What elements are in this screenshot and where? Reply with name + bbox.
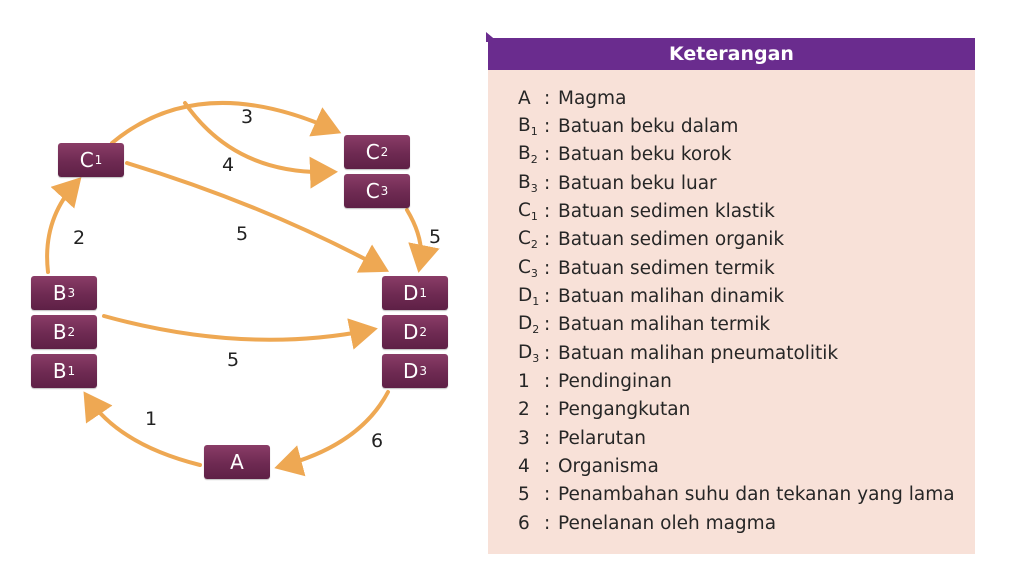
- node-d1-letter: D: [402, 281, 419, 305]
- legend-item: [518, 169, 955, 197]
- legend-key-letter: 6: [518, 512, 530, 534]
- legend-key: [518, 484, 544, 505]
- legend-separator: :: [544, 399, 551, 421]
- node-d3-sub: 3: [419, 364, 428, 378]
- legend-key-letter: B: [518, 115, 531, 137]
- legend-key: [518, 399, 544, 420]
- legend-key: [518, 172, 544, 195]
- legend-item: [518, 254, 955, 282]
- node-c3-letter: C: [365, 179, 380, 203]
- rock-cycle-diagram: [0, 0, 480, 582]
- legend-separator: :: [544, 172, 551, 194]
- legend-item: [518, 424, 955, 452]
- legend-key-letter: D: [518, 285, 533, 307]
- legend-item: [518, 141, 955, 169]
- legend-key-letter: 4: [518, 456, 530, 478]
- legend-item: [518, 339, 955, 367]
- arrow-5-c3-d1: [407, 210, 421, 265]
- legend-key-letter: C: [518, 200, 531, 222]
- legend-key-letter: 5: [518, 484, 530, 506]
- legend-key: [518, 257, 544, 280]
- legend-separator: :: [544, 229, 551, 251]
- legend-item: [518, 197, 955, 225]
- legend-key: [518, 456, 544, 477]
- legend-item: [518, 509, 955, 537]
- legend-text: Batuan beku korok: [558, 144, 732, 166]
- legend-key-letter: D: [518, 313, 533, 335]
- legend-text: Organisma: [558, 456, 659, 478]
- arrow-3-c1-c2: [112, 103, 334, 143]
- legend-key-letter: C: [518, 228, 531, 250]
- legend-key: [518, 228, 544, 251]
- legend-panel: [488, 38, 975, 554]
- node-d3: [382, 354, 448, 388]
- legend-separator: :: [544, 87, 551, 109]
- legend-key-sub: 3: [532, 351, 540, 365]
- legend-text: Penambahan suhu dan tekanan yang lama: [558, 484, 955, 506]
- legend-title: Keterangan: [488, 38, 975, 70]
- node-c1-letter: C: [79, 148, 94, 172]
- edge-label-1: 1: [145, 408, 158, 430]
- legend-text: Pelarutan: [558, 427, 647, 449]
- legend-item: [518, 112, 955, 140]
- edge-label-3: 3: [241, 106, 254, 128]
- legend-key: [518, 428, 544, 449]
- node-b3-sub: 3: [67, 286, 76, 300]
- legend-text: Batuan beku luar: [558, 172, 717, 194]
- edge-label-6: 6: [371, 430, 384, 452]
- legend-separator: :: [544, 116, 551, 138]
- legend-key: [518, 88, 544, 109]
- legend-text: Magma: [558, 87, 627, 109]
- legend-key-letter: 2: [518, 399, 530, 421]
- arrow-2-b3-c1: [47, 183, 76, 272]
- legend-text: Batuan malihan dinamik: [558, 286, 785, 308]
- legend-text: Penelanan oleh magma: [558, 512, 777, 534]
- legend-separator: :: [544, 342, 551, 364]
- arrow-1-a-b1: [88, 398, 200, 465]
- legend-text: Pengangkutan: [558, 399, 691, 421]
- legend-key-sub: 3: [530, 266, 538, 280]
- legend-separator: :: [544, 286, 551, 308]
- legend-key: [518, 313, 544, 336]
- node-c2: [344, 135, 410, 169]
- legend-item: [518, 396, 955, 424]
- legend-key: [518, 513, 544, 534]
- legend-key-sub: 2: [530, 153, 538, 167]
- node-d3-letter: D: [402, 359, 419, 383]
- legend-key-letter: C: [518, 256, 531, 278]
- legend-key-letter: 3: [518, 427, 530, 449]
- legend-key-letter: A: [518, 87, 531, 109]
- legend-key: [518, 143, 544, 166]
- node-b3-letter: B: [52, 281, 67, 305]
- node-c1: [58, 143, 124, 177]
- arrow-4-c1-c3: [185, 103, 330, 172]
- node-d2-sub: 2: [419, 325, 428, 339]
- node-c1-sub: 1: [94, 153, 103, 167]
- legend-item: [518, 452, 955, 480]
- legend-text: Batuan sedimen termik: [558, 257, 775, 279]
- node-a-letter: A: [230, 450, 244, 474]
- arrow-6-d3-a: [282, 392, 388, 466]
- node-b2: [31, 315, 97, 349]
- legend-key-letter: B: [518, 171, 531, 193]
- legend-item: [518, 84, 955, 112]
- node-c2-sub: 2: [380, 145, 389, 159]
- legend-item: [518, 311, 955, 339]
- legend-text: Batuan malihan termik: [558, 314, 771, 336]
- node-b2-sub: 2: [67, 325, 76, 339]
- node-b1: [31, 354, 97, 388]
- legend-text: Pendinginan: [558, 371, 672, 393]
- node-d1-sub: 1: [419, 286, 428, 300]
- legend-key-sub: 1: [532, 295, 540, 309]
- node-c2-letter: C: [365, 140, 380, 164]
- legend-separator: :: [544, 144, 551, 166]
- legend-key-sub: 1: [530, 125, 538, 139]
- legend-key: [518, 285, 544, 308]
- legend-list: [518, 84, 955, 538]
- node-c3: [344, 174, 410, 208]
- legend-separator: :: [544, 314, 551, 336]
- legend-item: [518, 481, 955, 509]
- legend-text: Batuan beku dalam: [558, 116, 739, 138]
- legend-separator: :: [544, 512, 551, 534]
- legend-item: [518, 282, 955, 310]
- legend-separator: :: [544, 484, 551, 506]
- node-b1-sub: 1: [67, 364, 76, 378]
- legend-separator: :: [544, 257, 551, 279]
- arrow-5-b2-d2: [104, 316, 370, 340]
- legend-key-letter: B: [518, 143, 531, 165]
- edge-label-5-c3: 5: [429, 226, 442, 248]
- legend-key-sub: 2: [532, 323, 540, 337]
- legend-key: [518, 115, 544, 138]
- edge-label-4: 4: [222, 154, 235, 176]
- legend-text: Batuan malihan pneumatolitik: [558, 342, 839, 364]
- legend-text: Batuan sedimen klastik: [558, 201, 775, 223]
- node-a: [204, 445, 270, 479]
- legend-key-letter: D: [518, 341, 533, 363]
- node-b3: [31, 276, 97, 310]
- edge-label-5-b: 5: [227, 349, 240, 371]
- legend-key-sub: 1: [530, 210, 538, 224]
- node-d2-letter: D: [402, 320, 419, 344]
- legend-separator: :: [544, 201, 551, 223]
- legend-key-letter: 1: [518, 371, 530, 393]
- legend-item: [518, 226, 955, 254]
- node-c3-sub: 3: [380, 184, 389, 198]
- legend-separator: :: [544, 456, 551, 478]
- legend-key: [518, 371, 544, 392]
- legend-separator: :: [544, 371, 551, 393]
- node-d1: [382, 276, 448, 310]
- node-b1-letter: B: [52, 359, 67, 383]
- legend-key-sub: 2: [530, 238, 538, 252]
- legend-key: [518, 342, 544, 365]
- edge-label-2: 2: [73, 227, 86, 249]
- legend-text: Batuan sedimen organik: [558, 229, 785, 251]
- legend-key-sub: 3: [530, 181, 538, 195]
- node-b2-letter: B: [52, 320, 67, 344]
- node-d2: [382, 315, 448, 349]
- legend-item: [518, 367, 955, 395]
- legend-separator: :: [544, 427, 551, 449]
- legend-key: [518, 200, 544, 223]
- edge-label-5-c1: 5: [236, 223, 249, 245]
